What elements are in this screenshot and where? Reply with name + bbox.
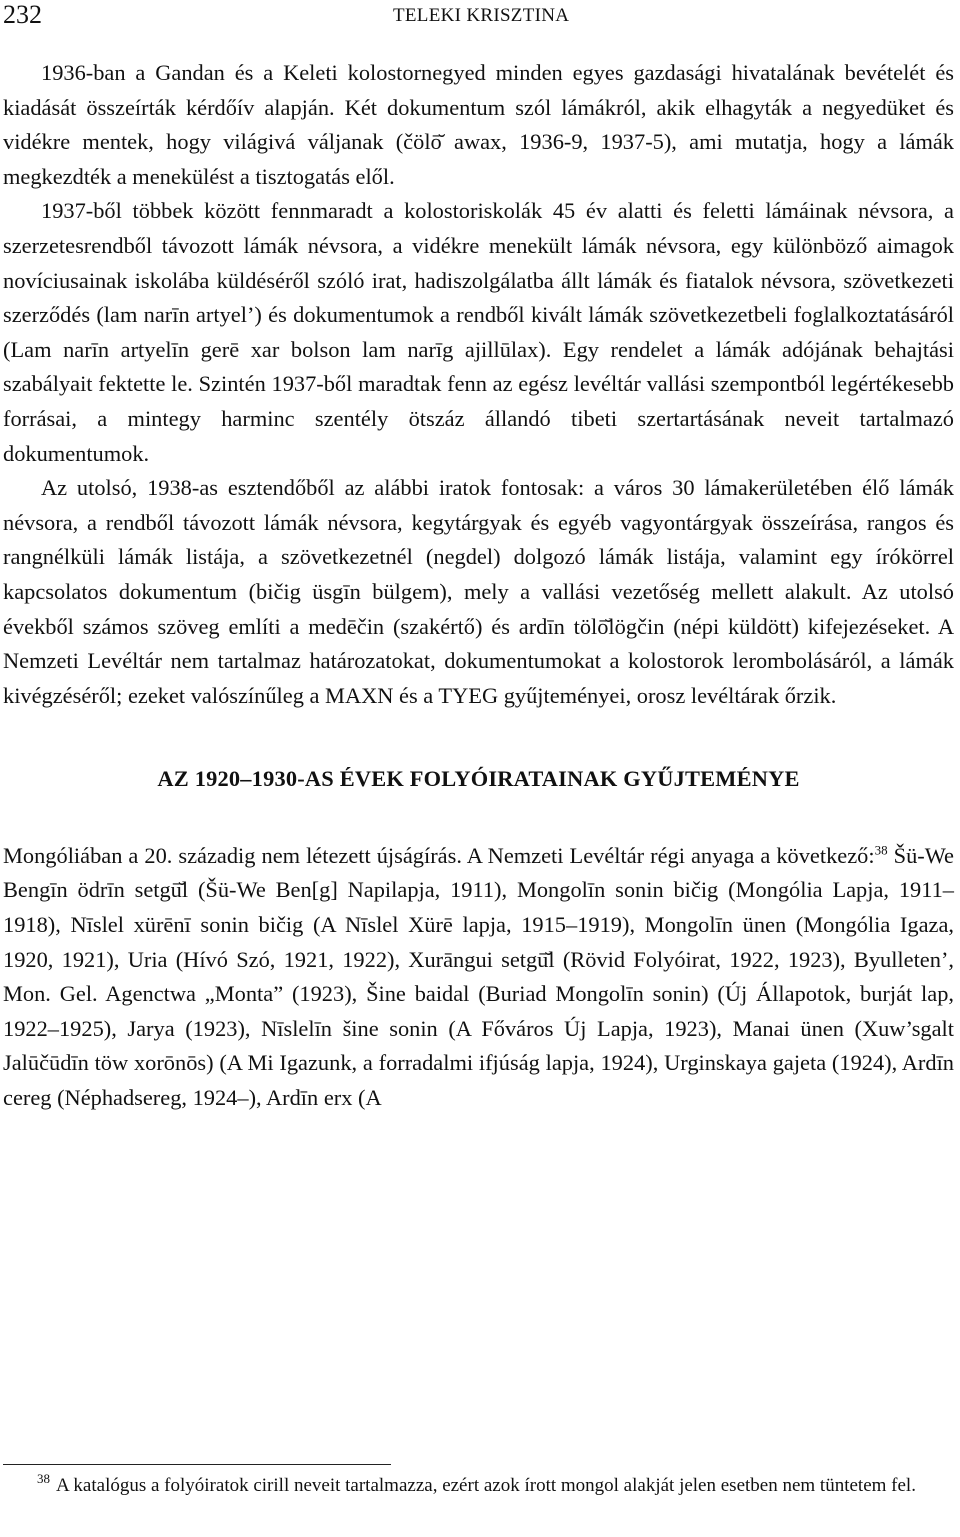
paragraph-1: 1936-ban a Gandan és a Keleti kolostornegyed minden egyes gazdasági hivatalának bevételét és kiadását összeírták kérdőív alapján. Két dokumentum szól lámákról, akik elhagyták a negyedüket és vidékre mentek, hogy világivá váljanak (čölō̆ awax, 1936-9, 1937-5), ami mutatja, hogy a lámák megkezdték a menekülést a tisztogatás elől. [3,60,954,189]
paragraph-4 [3,839,954,1116]
footnote-divider [3,1464,391,1465]
footnote [3,1470,954,1502]
body-text [3,56,954,1116]
paragraph-4-rest: Šü-We Bengīn ödrīn setgū̆l (Šü-We Ben[g] Napilapja, 1911), Mongolīn sonin bičig (Mongólia Lapja, 1911–1918), Nīslel xürēnī sonin bičig (A Nīslel Xürē lapja, 1915–1919), Mongolīn ünen (Mongólia Igaza, 1920, 1921), Uria (Hívó Szó, 1921, 1922), Xurāngui setgū̆l (Rövid Folyóirat, 1922, 1923), Byulleten’, Mon. Gel. Agenctwa „Monta” (1923), Šine baidal (Buriad Mongolīn sonin) (Új Állapotok, burját lap, 1922–1925), Jarya (1923), Nīslelīn šine sonin (A Főváros Új Lapja, 1923), Manai ünen (Xuw’sgalt Jalūčūdīn töw xorōnōs) (A Mi Igazunk, a forradalmi ifjúság lapja, 1924), Urginskaya gajeta (1924), Ardīn cereg (Néphadsereg, 1924–), Ardīn erx (A [3,842,954,1111]
footnote-text: A katalógus a folyóiratok cirill neveit tartalmazza, ezért azok írott mongol alakját jelen esetben nem tüntetem fel. [56,1475,916,1496]
running-head: TELEKI KRISZTINA [393,5,570,26]
footnote-number: 38 [37,1471,50,1487]
section-title: AZ 1920–1930-AS ÉVEK FOLYÓIRATAINAK GYŰJTEMÉNYE [157,766,800,792]
paragraph-3: Az utolsó, 1938-as esztendőből az alábbi iratok fontosak: a város 30 lámakerületében élő lámák névsora, a rendből távozott lámák névsora, kegytárgyak és egyéb vagyontárgyak összeírása, rangos és rangnélküli lámák listája, a szövetkezetnél (negdel) dolgozó lámák listája, valamint egy írókörrel kapcsolatos dokumentum (bičig üsgīn bülgem), mely a vallási vezetőség mellett alakult. Az utolsó évekből számos szöveg említi a medēčin (szakértő) és ardīn tölō̆lögčin (népi küldött) kifejezéseket. A Nemzeti Levéltár nem tartalmaz határozatokat, dokumentumokat a kolostorok lerombolásáról, a lámák kivégzéséről; ezeket valószínűleg a MAXN és a TYEG gyűjteményei, orosz levéltárak őrzik. [3,475,954,708]
paragraph-4-start: Mongóliában a 20. századig nem létezett újságírás. A Nemzeti Levéltár régi anyaga a következő: [3,842,875,868]
page-number: 232 [3,0,42,29]
footnote-reference[interactable]: 38 [874,842,888,858]
paragraph-2: 1937-ből többek között fennmaradt a kolostoriskolák 45 év alatti és feletti lámáinak névsora, a szerzetesrendből távozott lámák névsora, a vidékre menekült lámák névsora, egy különböző aimagok novíciusainak iskolába küldéséről szóló irat, hadiszolgálatba állt lámák és fiatalok névsora, szövetkezeti szerződés (lam narīn artyel’) és dokumentumok a rendből kivált lámák szövetkezetbeli foglalkoztatásáról (Lam narīn artyelīn gerē xar bolson lam narīg ajillūlax). Egy rendelet a lámák adójának behajtási szabályait fektette le. Szintén 1937-ből maradtak fenn az egész levéltár vallási szempontból legértékesebb forrásai, a mintegy harminc szentély ötszáz állandó tibeti szertartásának neveit tartalmazó dokumentumok. [3,198,954,466]
